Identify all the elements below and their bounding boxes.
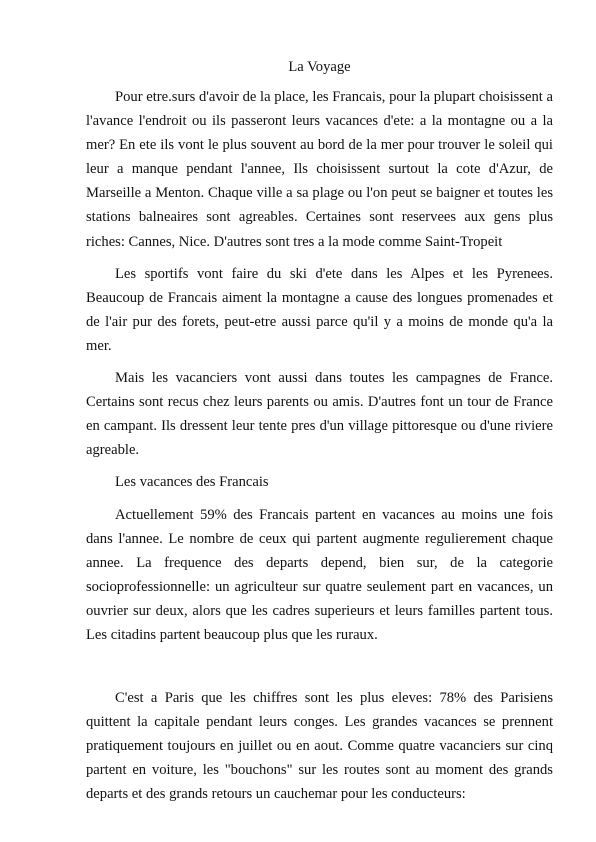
paragraph-paris: C'est a Paris que les chiffres sont les plus eleves: 78% des Parisiens quittent la capitale pendant leurs conges. Les grandes vacances se prennent pratiquement toujours en juillet ou en aout. Comme quatre vacanciers sur cinq partent en voiture, les "bouchons" sur les routes sont au moment des grands departs et des grands retours un cauchemar pour les conducteurs: [86, 690, 553, 803]
paragraph-mountain-sports: Les sportifs vont faire du ski d'ete dans les Alpes et les Pyrenees. Beaucoup de Francais aiment la montagne a cause des longues promenades et de l'air pur des forets, peut-etre aussi parce qu'il y a moins de monde qu'a la mer. [86, 265, 553, 354]
paragraph-vacation-destinations: Pour etre.surs d'avoir de la place, les Francais, pour la plupart choisissent a l'avance l'endroit ou ils passeront leurs vacances d'ete: a la montagne ou a la mer? En ete ils vont le plus souvent au bord de la mer pour trouver le soleil qui leur a manque pendant l'annee, Ils choisissent surtout la cote d'Azur, de Marseille a Menton. Chaque ville a sa plage ou l'on peut se baigner et toutes les stations balneaires sont agreables. Certaines sont reservees aux gens plus riches: Cannes, Nice. D'autres sont tres a la mode comme Saint-Tropeit [86, 89, 553, 250]
document-title: La Voyage [288, 59, 351, 75]
section-heading: Les vacances des Francais [115, 474, 269, 491]
paragraph-countryside: Mais les vacanciers vont aussi dans toutes les campagnes de France. Certains sont recus chez leurs parents ou amis. D'autres font un tour de France en campant. Ils dressent leur tente pres d'un village pittoresque ou d'une riviere agreable. [86, 370, 553, 459]
document-page [86, 56, 553, 815]
paragraph-gap [86, 655, 553, 686]
paragraph-statistics: Actuellement 59% des Francais partent en vacances au moins une fois dans l'annee. Le nombre de ceux qui partent augmente regulierement chaque annee. La frequence des departs depend, bien sur, de la categorie socioprofessionnelle: un agriculteur sur quatre seulement part en vacances, un ouvrier sur deux, alors que les cadres superieurs et leurs familles partent tous. Les citadins partent beaucoup plus que les ruraux. [86, 506, 553, 643]
